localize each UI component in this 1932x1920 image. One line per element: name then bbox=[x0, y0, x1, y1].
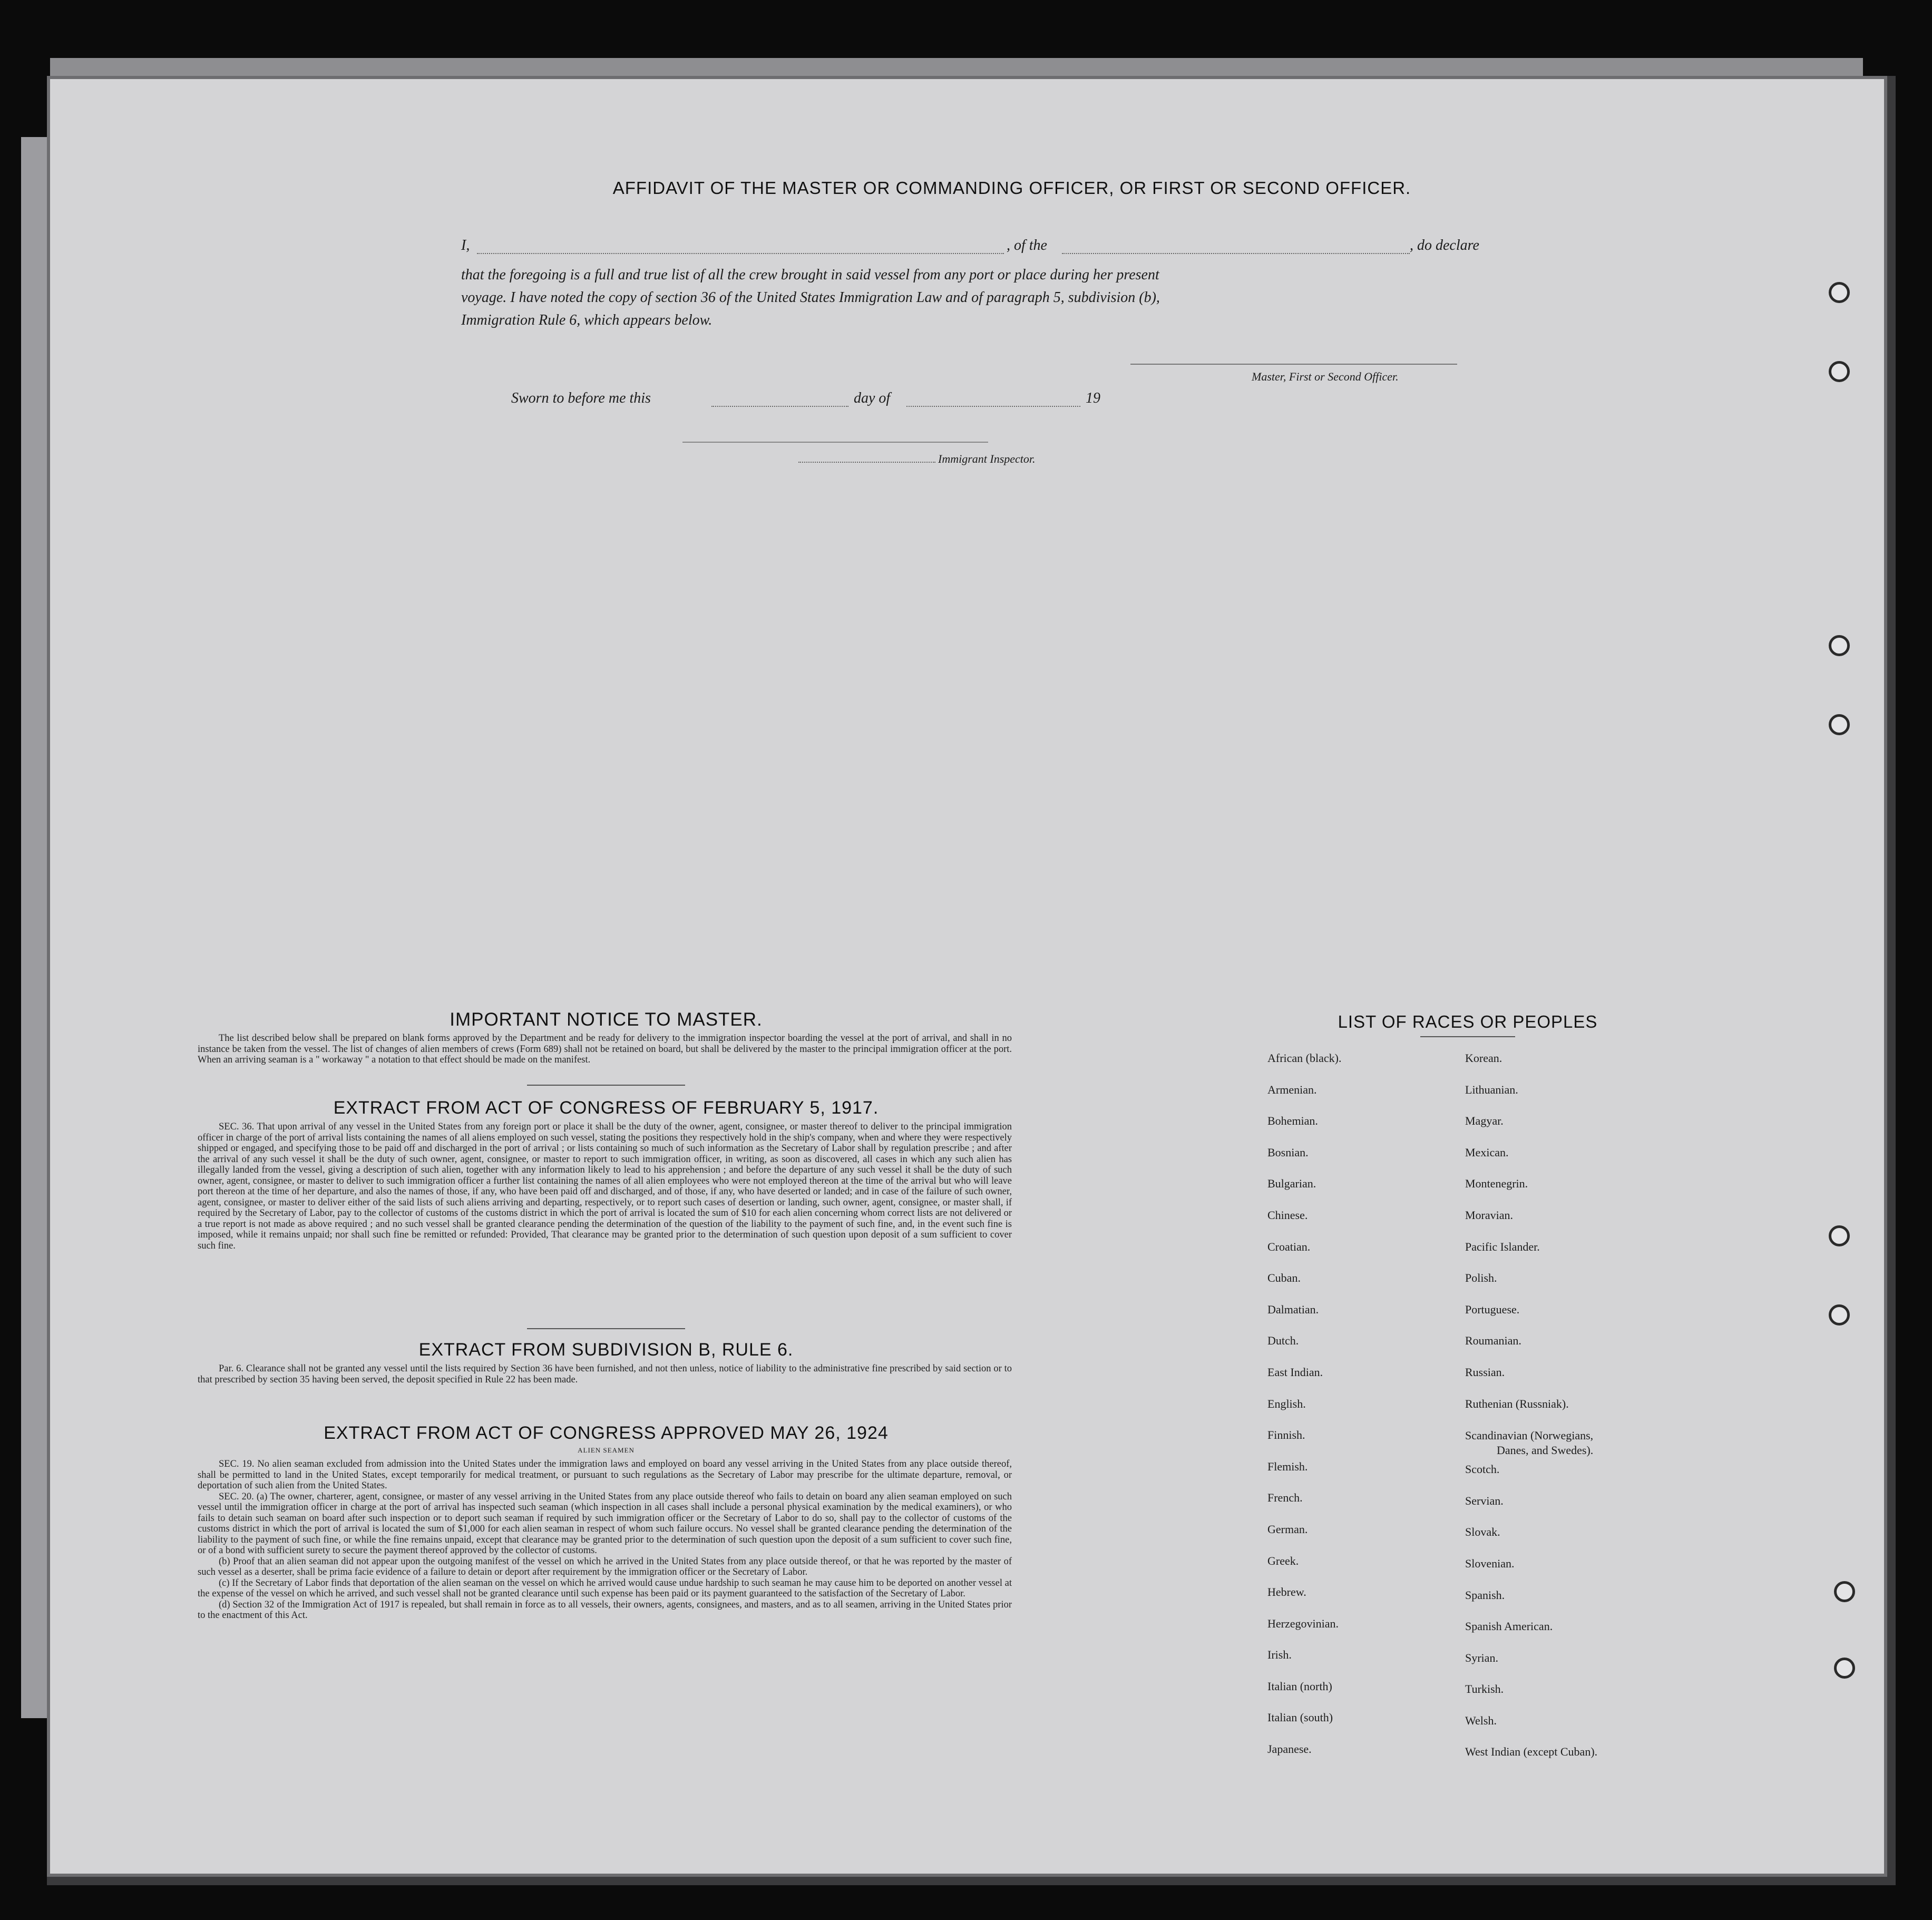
race-item: Croatian. bbox=[1267, 1240, 1311, 1253]
race-item: Spanish. bbox=[1465, 1588, 1505, 1602]
race-item: Welsh. bbox=[1465, 1713, 1497, 1727]
name-blank[interactable] bbox=[477, 253, 1004, 254]
binding-hole-icon bbox=[1829, 282, 1850, 303]
race-item: Bulgarian. bbox=[1267, 1177, 1316, 1191]
master-signature-label: Master, First or Second Officer. bbox=[1252, 370, 1399, 383]
race-item: West Indian (except Cuban). bbox=[1465, 1745, 1598, 1759]
extract-rule6-title: EXTRACT FROM SUBDIVISION B, RULE 6. bbox=[418, 1340, 794, 1360]
race-item: Magyar. bbox=[1465, 1114, 1504, 1128]
vessel-blank[interactable] bbox=[1062, 253, 1410, 254]
underlying-sheet-top-edge bbox=[50, 58, 1863, 79]
race-item: Dutch. bbox=[1267, 1334, 1299, 1348]
extract-1917-divider bbox=[527, 1328, 685, 1329]
race-item: German. bbox=[1267, 1522, 1308, 1536]
declaration-line-3: Immigration Rule 6, which appears below. bbox=[461, 312, 713, 328]
sec-20a-paragraph: SEC. 20. (a) The owner, charterer, agent, consignee, or master of any vessel arriving in the United States from any place outside thereof who fails to detain on board any alien seaman employed on such vessel until the immigration officer in charge at the port of arrival has inspected such seaman (which inspection in all cases shall include a personal physical examination by the medical examiners), or who fails to detain such seaman on board after such inspection or to deport such seaman if required by such immigration officer or the Secretary of Labor to do so, shall pay to the collector of customs of the customs district in which the port of arrival is located the sum of $1,000 for each alien seaman in respect of whom such failure occurs. No vessel shall be granted clearance pending the determination of the liability to the payment of such fine, or while the fine remains unpaid, except that clearance may be granted prior to the determination of such question upon the deposit of a sum sufficient to cover such fine, or of a bond with sufficient surety to secure the payment thereof approved by the collector of customs. bbox=[198, 1491, 1012, 1556]
inspector-label: Immigrant Inspector. bbox=[938, 452, 1036, 465]
extract-1924-title: EXTRACT FROM ACT OF CONGRESS APPROVED MAY 26, 1924 bbox=[324, 1423, 889, 1443]
race-item: Portuguese. bbox=[1465, 1302, 1520, 1316]
races-right-column bbox=[1465, 1051, 1729, 1777]
extract-1917-body: SEC. 36. That upon arrival of any vessel in the United States from any foreign port or place it shall be the duty of the owner, agent, consignee, or master thereof to deliver to the principal immigration officer in charge of the port of arrival lists containing the names of all aliens employed on such vessel, stating the positions they respectively hold in the ship's company, when and where they were respectively shipped or engaged, and specifying those to be paid off and discharged in the port of arrival ; or lists containing so much of such information as the Secretary of Labor shall by regulation prescribe ; and after the arrival of any such vessel it shall be the duty of such owner, agent, consignee, or master to report to such immigration officer, in writing, as soon as discovered, all cases in which any such alien has illegally landed from the vessel, giving a description of such alien, together with any information likely to lead to his apprehension ; and before the departure of any such vessel it shall be the duty of such owner, agent, consignee, or master to deliver to such immigration officer a further list containing the names of all alien employees who were not employed thereon at the time of the arrival but who will leave port thereon at the time of her departure, and also the names of those, if any, who have been paid off and discharged, and of those, if any, who have deserted or landed; and in case of the failure of such owner, agent, consignee, or master to deliver either of the said lists of such aliens arriving and departing, respectively, or to report such cases of desertion or landing, such owner, agent, consignee, or master shall, if required by the Secretary of Labor, pay to the collector of customs of the customs district in which the port of arrival is located the sum of $10 for each alien concerning whom correct lists are not delivered or a true report is not made as above required ; and no such vessel shall be granted clearance pending the determination of the question of the liability to the payment of such fine, and, in the event such fine is imposed, while it remains unpaid; nor shall such fine be remitted or refunded: Provided, That clearance may be granted prior to the determination of such question upon deposit of a sum sufficient to cover such fine. bbox=[198, 1122, 1012, 1251]
binding-hole-icon bbox=[1829, 635, 1850, 656]
race-item: Armenian. bbox=[1267, 1083, 1317, 1096]
notice-body: The list described below shall be prepared on blank forms approved by the Department and be ready for delivery to the immigration inspector boarding the vessel at the port of arrival, and shall in no instance be taken from the vessel. The list of changes of alien members of crews (Form 689) shall not be retained on board, but shall be delivered by the master to the principal immigration officer at the port. When an arriving seaman is a " workaway " a notation to that effect should be made on the manifest. bbox=[198, 1033, 1012, 1065]
notice-title: IMPORTANT NOTICE TO MASTER. bbox=[450, 1009, 763, 1030]
race-item: Montenegrin. bbox=[1465, 1177, 1528, 1191]
extract-rule6-body: Par. 6. Clearance shall not be granted any vessel until the lists required by Section 36 have been furnished, and not then unless, notice of liability to the administrative fine prescribed by said section or to that prescribed by section 35 having been served, the deposit specified in Rule 22 has been made. bbox=[198, 1363, 1012, 1385]
binding-hole-icon bbox=[1829, 1225, 1850, 1246]
declaration-line-1: that the foregoing is a full and true list of all the crew brought in said vessel from any port or place during her present bbox=[461, 267, 1159, 283]
race-item: Bohemian. bbox=[1267, 1114, 1318, 1128]
race-item: Korean. bbox=[1465, 1051, 1502, 1065]
year-prefix: 19 bbox=[1086, 390, 1100, 406]
race-item: Moravian. bbox=[1465, 1208, 1514, 1222]
extract-1924-subtitle: ALIEN SEAMEN bbox=[578, 1446, 635, 1454]
races-title: LIST OF RACES OR PEOPLES bbox=[1338, 1012, 1598, 1031]
race-item bbox=[1465, 1428, 1729, 1463]
race-item: Italian (south) bbox=[1267, 1711, 1333, 1724]
race-item: Russian. bbox=[1465, 1365, 1505, 1379]
inspector-signature-line[interactable] bbox=[682, 442, 988, 443]
notice-divider bbox=[527, 1085, 685, 1086]
race-item: Slovak. bbox=[1465, 1525, 1500, 1539]
race-item: Hebrew. bbox=[1267, 1585, 1306, 1599]
races-left-column bbox=[1267, 1051, 1457, 1774]
binding-hole-icon bbox=[1829, 714, 1850, 735]
sworn-line bbox=[511, 390, 1196, 411]
race-item: East Indian. bbox=[1267, 1365, 1323, 1379]
sec-19-paragraph: SEC. 19. No alien seaman excluded from admission into the United States under the immigration laws and employed on board any vessel arriving in the United States from any place outside thereof, shall be permitted to land in the United States, except temporarily for medical treatment, or pursuant to such regulations as the Secretary of Labor may prescribe for the ultimate departure, removal, or deportation of such alien from the United States. bbox=[198, 1459, 1012, 1491]
race-item: Cuban. bbox=[1267, 1271, 1301, 1285]
race-item: Herzegovinian. bbox=[1267, 1616, 1339, 1630]
race-item: Mexican. bbox=[1465, 1145, 1509, 1159]
race-item: Lithuanian. bbox=[1465, 1083, 1518, 1096]
declaration-line-2: voyage. I have noted the copy of section 36 of the United States Immigration Law and of paragraph 5, subdivision (b), bbox=[461, 289, 1160, 306]
binding-hole-icon bbox=[1834, 1581, 1855, 1602]
race-item: Turkish. bbox=[1465, 1682, 1504, 1696]
sworn-month-blank[interactable] bbox=[906, 406, 1080, 407]
of-the-label: , of the bbox=[1007, 237, 1047, 254]
affidavit-title: AFFIDAVIT OF THE MASTER OR COMMANDING OFFICER, OR FIRST OR SECOND OFFICER. bbox=[612, 178, 1411, 198]
race-item: Syrian. bbox=[1465, 1651, 1498, 1664]
race-item: French. bbox=[1267, 1491, 1303, 1505]
document-page bbox=[50, 79, 1884, 1874]
race-item: African (black). bbox=[1267, 1051, 1342, 1065]
underlying-sheet-left-edge bbox=[21, 137, 50, 1718]
races-divider bbox=[1420, 1036, 1515, 1037]
race-item: Greek. bbox=[1267, 1554, 1299, 1567]
race-item: Finnish. bbox=[1267, 1428, 1305, 1442]
sec-20c-paragraph: (c) If the Secretary of Labor finds that deportation of the alien seaman on the vessel on which he arrived would cause undue hardship to such seaman he may cause him to be deported on another vessel at the expense of the vessel on which he arrived, and such vessel shall not be granted clearance until such expense has been paid or its payment guaranteed to the satisfaction of the Secretary of Labor. bbox=[198, 1577, 1012, 1599]
do-declare-label: , do declare bbox=[1410, 237, 1479, 254]
race-item: Ruthenian (Russniak). bbox=[1465, 1397, 1569, 1410]
race-item: Chinese. bbox=[1267, 1208, 1308, 1222]
race-item: Bosnian. bbox=[1267, 1145, 1309, 1159]
inspector-dotted-blank bbox=[798, 462, 935, 463]
sworn-label: Sworn to before me this bbox=[511, 390, 651, 406]
race-item: Scotch. bbox=[1465, 1463, 1500, 1476]
race-item: Flemish. bbox=[1267, 1459, 1308, 1473]
declarant-line bbox=[461, 237, 1536, 258]
day-of-label: day of bbox=[854, 390, 891, 406]
race-item: Roumanian. bbox=[1465, 1334, 1521, 1348]
master-signature-line[interactable] bbox=[1130, 364, 1457, 365]
race-item: Polish. bbox=[1465, 1271, 1497, 1285]
binding-hole-icon bbox=[1829, 1304, 1850, 1326]
extract-1924-body bbox=[198, 1459, 1012, 1621]
binding-hole-icon bbox=[1829, 361, 1850, 382]
binding-hole-icon bbox=[1834, 1658, 1855, 1679]
race-item-text: Scandinavian (Norwegians, bbox=[1465, 1429, 1594, 1443]
race-item: Servian. bbox=[1465, 1494, 1504, 1507]
race-item: Pacific Islander. bbox=[1465, 1240, 1540, 1253]
sec-20d-paragraph: (d) Section 32 of the Immigration Act of 1917 is repealed, but shall remain in force as to all vessels, their owners, agents, consignees, and masters, and as to all seamen, arriving in the United States prior to the enactment of this Act. bbox=[198, 1599, 1012, 1621]
race-item: Dalmatian. bbox=[1267, 1302, 1319, 1316]
extract-1917-title: EXTRACT FROM ACT OF CONGRESS OF FEBRUARY 5, 1917. bbox=[333, 1098, 879, 1118]
declaration-text bbox=[461, 264, 1547, 332]
race-item: Spanish American. bbox=[1465, 1620, 1553, 1633]
i-label: I, bbox=[461, 237, 470, 254]
race-item-continuation: Danes, and Swedes). bbox=[1497, 1444, 1594, 1457]
sec-20b-paragraph: (b) Proof that an alien seaman did not appear upon the outgoing manifest of the vessel on which he arrived in the United States from any place outside thereof, or that he was reported by the master of such vessel as a deserter, shall be prima facie evidence of a failure to detain or deport after requirement by the immigration officer or the Secretary of Labor. bbox=[198, 1556, 1012, 1577]
race-item: English. bbox=[1267, 1397, 1306, 1410]
race-item: Italian (north) bbox=[1267, 1679, 1332, 1693]
race-item: Japanese. bbox=[1267, 1742, 1312, 1756]
race-item: Irish. bbox=[1267, 1648, 1292, 1662]
race-item: Slovenian. bbox=[1465, 1556, 1515, 1570]
sworn-day-blank[interactable] bbox=[711, 406, 848, 407]
